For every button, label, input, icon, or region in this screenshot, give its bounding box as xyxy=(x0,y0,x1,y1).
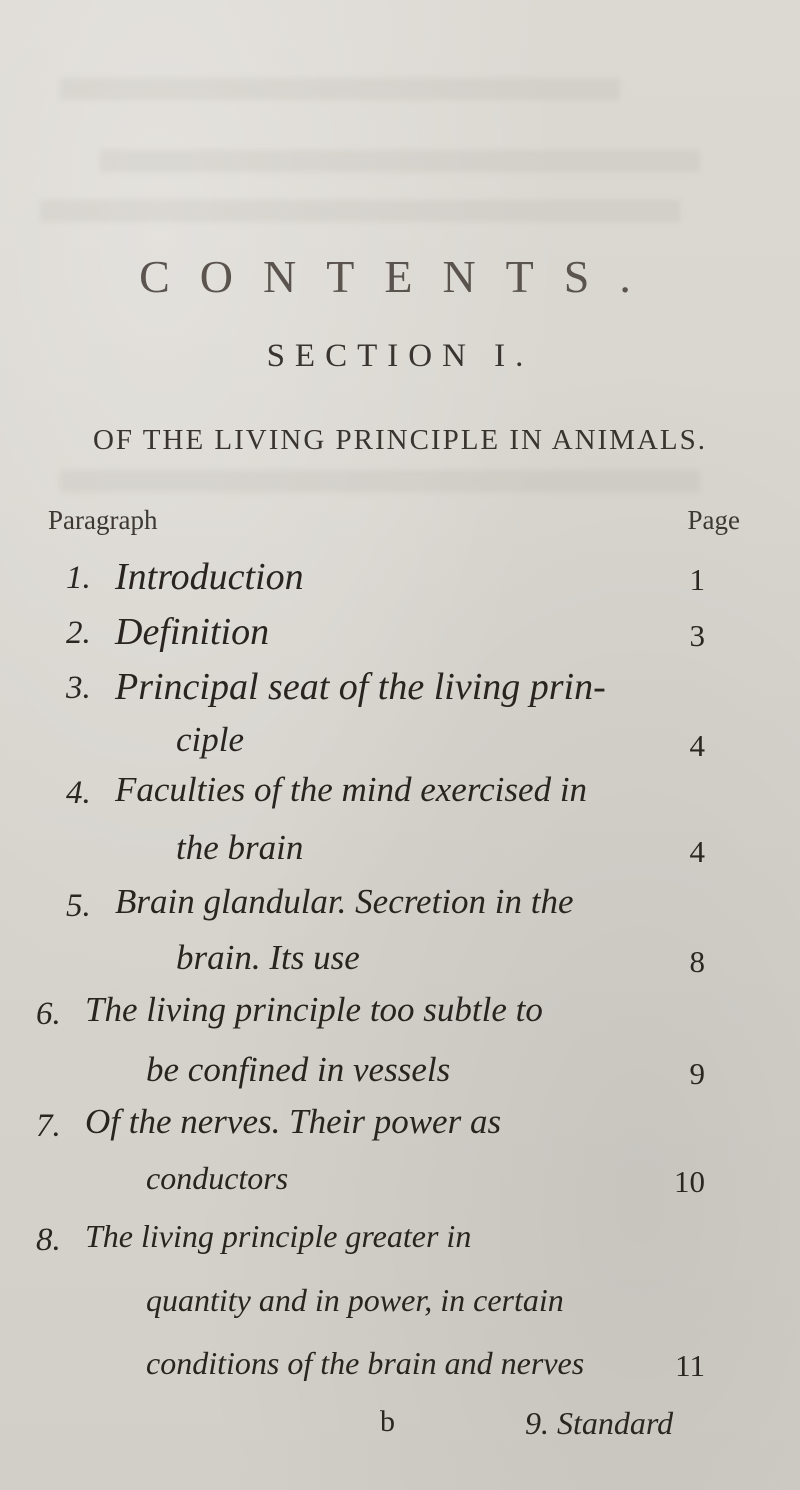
show-through-line xyxy=(60,470,700,492)
entry-number: 4. xyxy=(66,775,91,811)
entry-title-continuation: quantity and in power, in certain xyxy=(146,1282,564,1318)
entry-title: Of the nerves. Their power as xyxy=(85,1102,502,1141)
entry-title: Definition xyxy=(115,611,270,653)
entry-title: Brain glandular. Secretion in the xyxy=(115,882,574,921)
show-through-line xyxy=(40,200,680,222)
entry-title-continuation: the brain xyxy=(176,828,304,867)
entry-title: The living principle too subtle to xyxy=(85,990,543,1029)
entry-title-continuation: conductors xyxy=(146,1160,289,1196)
entry-page-number: 10 xyxy=(674,1164,705,1199)
entry-title: Principal seat of the living prin- xyxy=(115,666,606,708)
entry-page-number: 4 xyxy=(689,834,705,869)
signature-mark: b xyxy=(380,1405,395,1438)
entry-number: 8. xyxy=(36,1222,61,1258)
entry-number: 5. xyxy=(66,888,91,924)
entry-title: Introduction xyxy=(115,556,304,598)
paragraph-column-header: Paragraph xyxy=(48,505,158,535)
show-through-line xyxy=(60,78,620,100)
entry-page-number: 4 xyxy=(689,728,705,763)
section-subtitle: OF THE LIVING PRINCIPLE IN ANIMALS. xyxy=(92,424,708,456)
entry-title: The living principle greater in xyxy=(85,1218,472,1254)
entry-number: 7. xyxy=(36,1108,61,1144)
entry-title-continuation: be confined in vessels xyxy=(146,1050,451,1089)
entry-number: 6. xyxy=(36,996,61,1032)
entry-page-number: 11 xyxy=(675,1348,705,1383)
entry-title-continuation: conditions of the brain and nerves xyxy=(146,1345,585,1381)
entry-page-number: 1 xyxy=(689,562,705,597)
catchword: 9. Standard xyxy=(525,1405,674,1441)
entry-page-number: 3 xyxy=(689,618,705,653)
entry-title-continuation: ciple xyxy=(176,720,245,759)
entry-title-continuation: brain. Its use xyxy=(176,938,360,977)
entry-title: Faculties of the mind exercised in xyxy=(115,770,588,809)
entry-number: 1. xyxy=(66,560,91,596)
contents-heading: CONTENTS. xyxy=(139,251,661,302)
section-heading: SECTION I. xyxy=(266,338,534,374)
page-column-header: Page xyxy=(687,505,740,535)
entry-number: 3. xyxy=(66,670,91,706)
entry-number: 2. xyxy=(66,615,91,651)
entry-page-number: 8 xyxy=(689,944,705,979)
entry-page-number: 9 xyxy=(689,1056,705,1091)
show-through-line xyxy=(100,150,700,172)
